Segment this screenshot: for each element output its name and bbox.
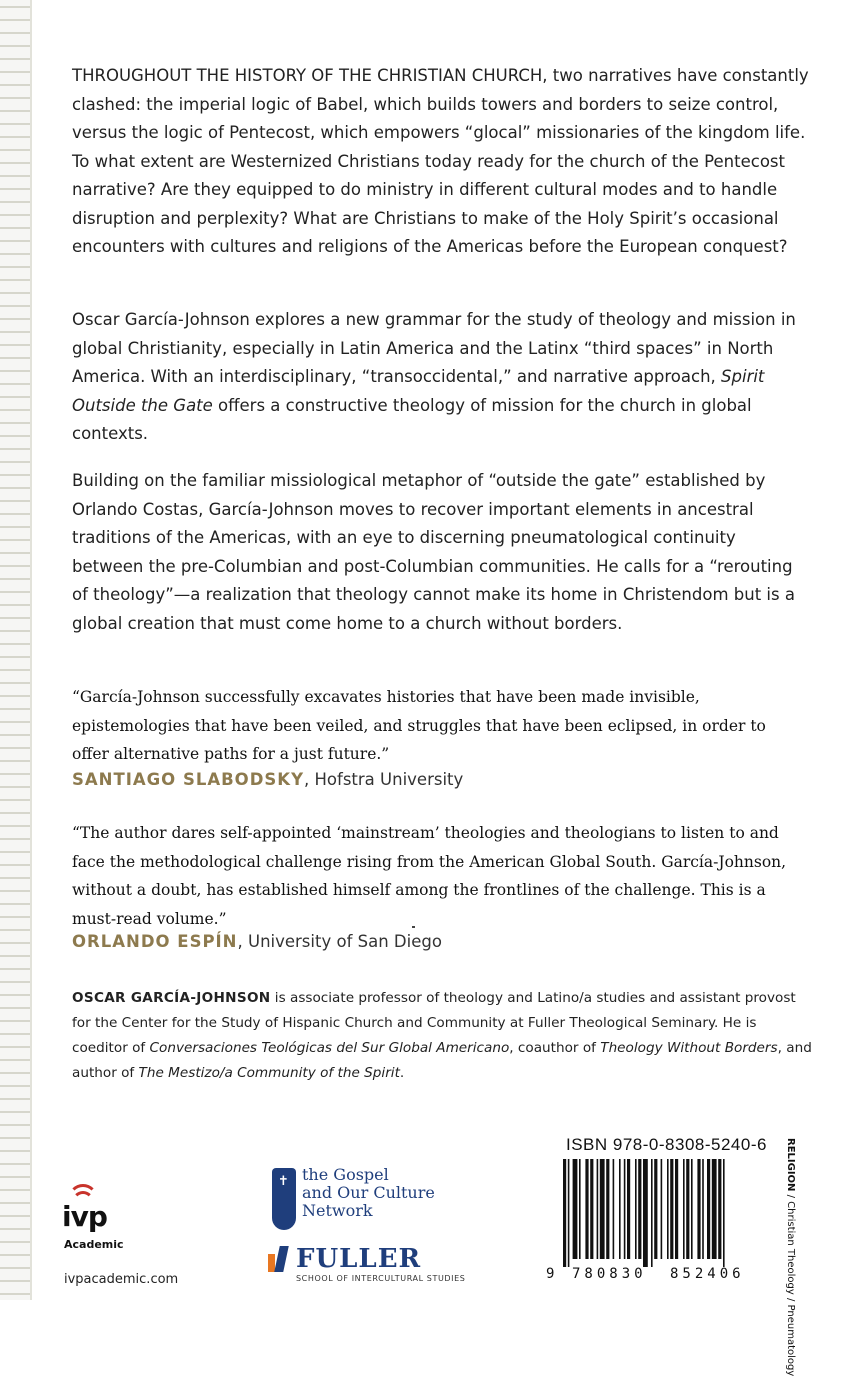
barcode-left-digits: 780830 xyxy=(572,1266,647,1282)
barcode-bar xyxy=(691,1159,693,1259)
bio-author-name: OSCAR GARCÍA-JOHNSON xyxy=(72,990,271,1006)
endorser-affiliation-2: , University of San Diego xyxy=(237,932,442,951)
barcode-bar xyxy=(707,1159,710,1259)
print-mark xyxy=(412,926,415,928)
bio-text-b: , coauthor of xyxy=(509,1040,601,1056)
barcode-bar xyxy=(606,1159,609,1259)
description-paragraph-3: Building on the familiar missiological metaphor of “outside the gate” established by Orlando Costas, García-Johnson moves to recover important elements in ancestral traditions of the Americas, with an eye to discerning pneumatological continuity between the pre-Columbian and post-Columbian communities. He calls for a “rerouting of theology”—a realization that theology cannot make its home in Christendom but is a global creation that must come home to a church without borders. xyxy=(72,471,795,633)
bio-title-2: Theology Without Borders xyxy=(600,1040,778,1056)
bio-text-c: , and author of xyxy=(72,1040,812,1081)
barcode-bar xyxy=(643,1159,648,1267)
gocn-cross-icon xyxy=(272,1168,296,1230)
barcode-bar xyxy=(600,1159,605,1259)
publisher-website: ivpacademic.com xyxy=(64,1272,179,1287)
endorsement-quote-1: “García-Johnson successfully excavates histories that have been made invisible, epistemologies that have been veiled, and struggles that have been eclipsed, in order to offer alternative paths for a just future.” xyxy=(72,688,766,763)
description-paragraph-1 xyxy=(72,62,810,262)
page-edge-binding xyxy=(0,0,30,1300)
endorsement-attribution-2 xyxy=(72,932,442,951)
barcode-bar xyxy=(723,1159,725,1267)
endorser-name-2: ORLANDO ESPÍN xyxy=(72,932,238,951)
barcode-bar xyxy=(585,1159,588,1259)
barcode-bar xyxy=(667,1159,669,1259)
description-lead: THROUGHOUT THE HISTORY OF THE CHRISTIAN CHURCH, xyxy=(72,66,548,85)
bio-title-3: The Mestizo/a Community of the Spirit xyxy=(138,1065,400,1081)
ivp-academic-logo xyxy=(62,1182,142,1262)
barcode-bar xyxy=(638,1159,641,1259)
endorser-name-1: SANTIAGO SLABODSKY xyxy=(72,770,305,789)
fuller-wordmark: FULLER xyxy=(296,1244,422,1274)
gocn-logo-text xyxy=(302,1166,435,1220)
barcode-bar xyxy=(573,1159,578,1259)
barcode-bar xyxy=(675,1159,678,1259)
barcode-bar xyxy=(597,1159,599,1259)
endorsement-attribution-1 xyxy=(72,770,463,789)
ivp-wordmark: ivp xyxy=(62,1200,107,1233)
barcode-bar xyxy=(619,1159,621,1259)
barcode-bar xyxy=(683,1159,685,1259)
barcode-bar xyxy=(613,1159,615,1259)
barcode-bar xyxy=(686,1159,689,1259)
barcode-bar xyxy=(627,1159,630,1259)
bio-text-a: is associate professor of theology and Latino/a studies and assistant provost for the Center for the Study of Hispanic Church and Community at Fuller Theological Seminary. He is coeditor of xyxy=(72,990,796,1056)
description-p1-rest: two narratives have constantly clashed: the imperial logic of Babel, which builds towers and borders to seize control, versus the logic of Pentecost, which empowers “glocal” missionaries of the kingdom life. To what extent are Westernized Christians today ready for the church of the Pentecost narrative? Are they equipped to do ministry in different cultural modes and to handle disruption and perplexity? What are Christians to make of the Holy Spirit’s occasional encounters with cultures and religions of the Americas before the European conquest? xyxy=(72,66,809,256)
endorsement-quote-2: “The author dares self-appointed ‘mainstream’ theologies and theologians to listen to and face the methodological challenge rising from the American Global South. García-Johnson, without a doubt, has established himself among the frontlines of the challenge. This is a must-read volume.” xyxy=(72,824,787,928)
barcode-bar xyxy=(624,1159,626,1259)
bio-text-d: . xyxy=(399,1065,405,1081)
barcode-bar xyxy=(654,1159,657,1259)
barcode-right-digits: 852406 xyxy=(670,1266,745,1282)
gocn-line-2: and Our Culture xyxy=(302,1183,435,1202)
barcode-bar xyxy=(718,1159,721,1259)
barcode-bar xyxy=(661,1159,663,1259)
isbn-label: ISBN 978-0-8308-5240-6 xyxy=(566,1135,767,1154)
category-label xyxy=(784,1138,796,1376)
ivp-imprint: Academic xyxy=(64,1238,124,1251)
barcode-bar xyxy=(670,1159,673,1259)
barcode-bar xyxy=(702,1159,704,1259)
description-p2-a: Oscar García-Johnson explores a new grammar for the study of theology and mission in global Christianity, especially in Latin America and the Latinx “third spaces” in North America. With an interdisciplinary, “transoccidental,” and narrative approach, xyxy=(72,310,796,386)
barcode-bar xyxy=(651,1159,653,1267)
author-bio xyxy=(72,986,812,1086)
isbn-barcode xyxy=(562,1159,764,1267)
bio-title-1: Conversaciones Teológicas del Sur Global Americano xyxy=(149,1040,510,1056)
fuller-subtitle: SCHOOL OF INTERCULTURAL STUDIES xyxy=(296,1274,466,1283)
barcode-bar xyxy=(568,1159,570,1267)
category-rest: / Christian Theology / Pneumatology xyxy=(785,1191,796,1376)
description-paragraph-2 xyxy=(72,306,810,449)
description-p2-b: offers a constructive theology of mission for the church in global contexts. xyxy=(72,395,752,443)
barcode-bar xyxy=(635,1159,637,1259)
fuller-mark-icon xyxy=(268,1246,290,1272)
book-title: Spirit Outside the Gate xyxy=(72,367,765,415)
page-edge-line xyxy=(30,0,32,1300)
barcode-bar xyxy=(579,1159,581,1259)
gocn-line-1: the Gospel xyxy=(302,1165,389,1184)
barcode-bar xyxy=(697,1159,700,1259)
category-primary: RELIGION xyxy=(785,1138,796,1192)
barcode-lead-digit: 9 xyxy=(546,1266,555,1282)
gocn-line-3: Network xyxy=(302,1201,373,1220)
endorser-affiliation-1: , Hofstra University xyxy=(304,770,464,789)
barcode-bar xyxy=(712,1159,717,1259)
barcode-bar xyxy=(590,1159,593,1259)
barcode-bar xyxy=(563,1159,566,1267)
